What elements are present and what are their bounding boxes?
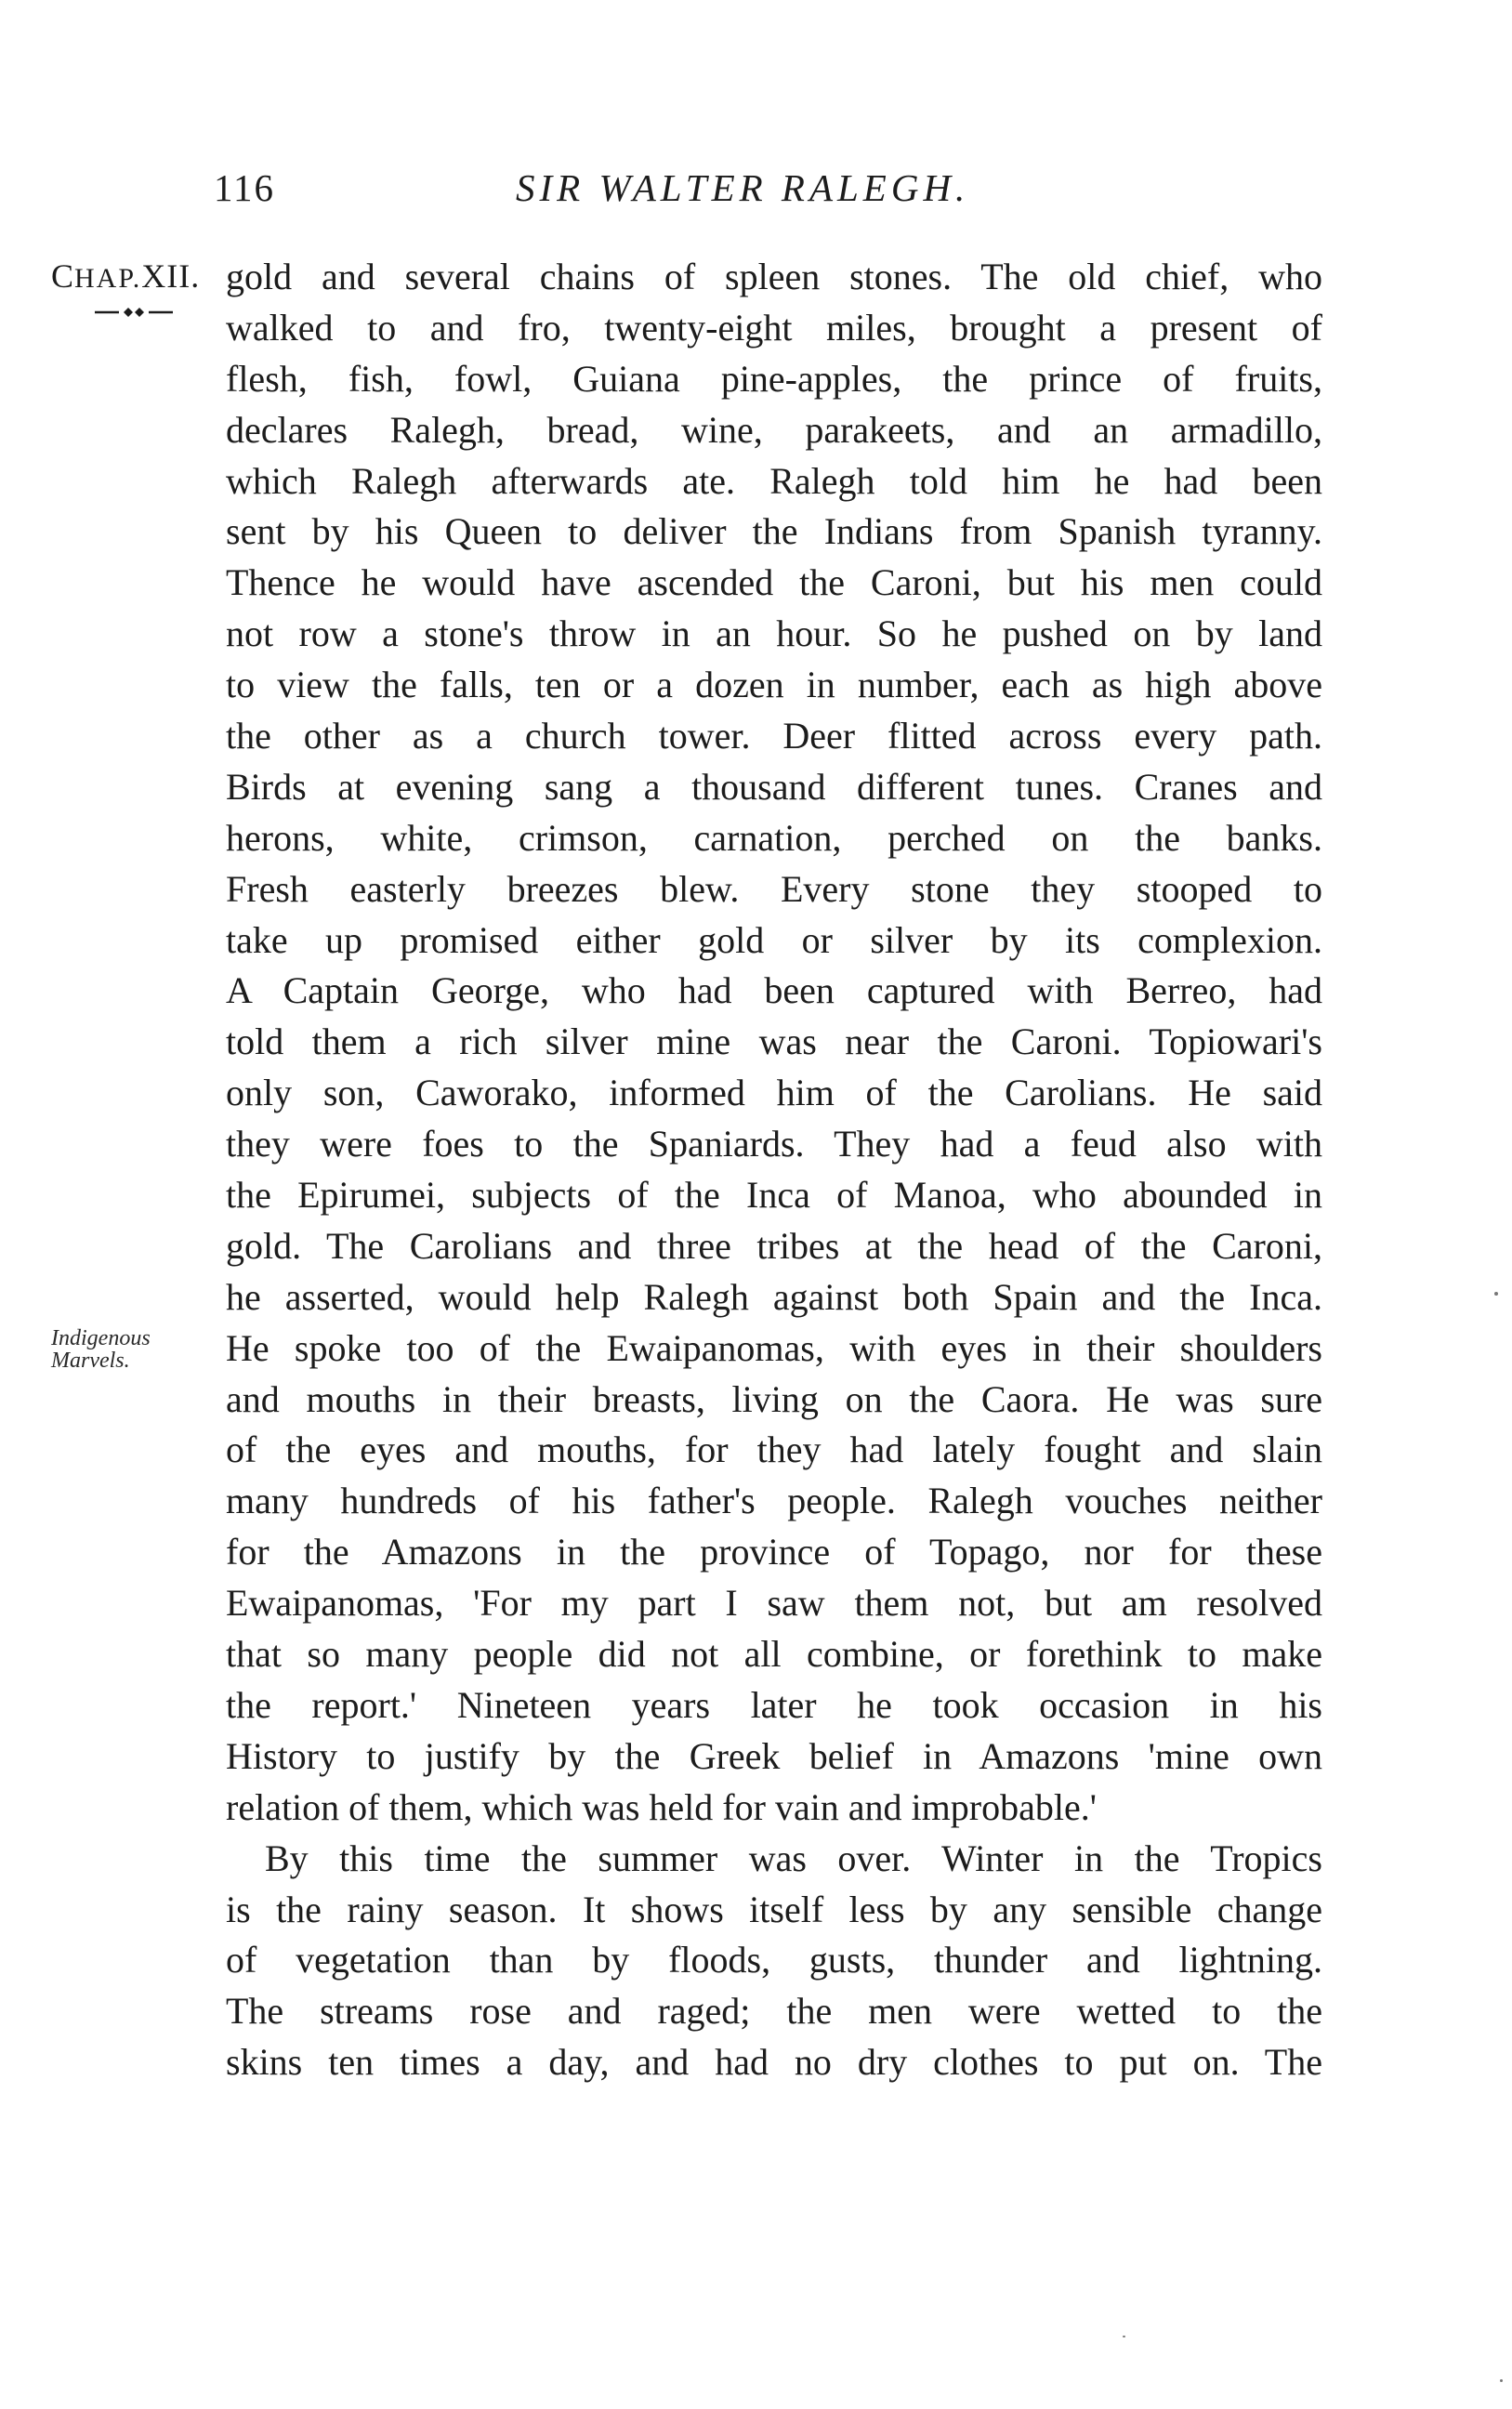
body-text — [226, 252, 1322, 2088]
paper-speck — [1494, 1292, 1498, 1296]
text-line: herons, white, crimson, carnation, perched on the banks. — [226, 816, 1322, 859]
text-line: flesh, fish, fowl, Guiana pine-apples, the prince of fruits, — [226, 357, 1322, 400]
text-line: declares Ralegh, bread, wine, parakeets, and an armadillo, — [226, 408, 1322, 451]
text-line: is the rainy season. It shows itself less by any sensible change — [226, 1888, 1322, 1930]
text-line: not row a stone's throw in an hour. So he pushed on by land — [226, 612, 1322, 655]
text-line: which Ralegh afterwards ate. Ralegh told him he had been — [226, 459, 1322, 502]
text-line: sent by his Queen to deliver the Indians from Spanish tyranny. — [226, 510, 1322, 553]
text-line: of the eyes and mouths, for they had lately fought and slain — [226, 1428, 1322, 1471]
text-line: Birds at evening sang a thousand different tunes. Cranes and — [226, 765, 1322, 808]
text-line: skins ten times a day, and had no dry clothes to put on. The — [226, 2041, 1322, 2084]
margin-note-line: Marvels. — [51, 1349, 130, 1373]
book-title: SIR WALTER RALEGH. — [516, 166, 970, 209]
chapter-label-initial: C — [51, 257, 75, 295]
text-line: for the Amazons in the province of Topago, nor for these — [226, 1531, 1322, 1573]
text-line: take up promised either gold or silver by its complexion. — [226, 918, 1322, 961]
text-line: He spoke too of the Ewaipanomas, with eyes in their shoulders — [226, 1326, 1322, 1369]
paper-speck — [1500, 2379, 1503, 2382]
text-line: the other as a church tower. Deer flitted across every path. — [226, 715, 1322, 757]
text-line: and mouths in their breasts, living on the Caora. He was sure — [226, 1377, 1322, 1420]
text-line: he asserted, would help Ralegh against both Spain and the Inca. — [226, 1275, 1322, 1318]
text-line: the Epirumei, subjects of the Inca of Manoa, who abounded in — [226, 1174, 1322, 1217]
text-line: walked to and fro, twenty-eight miles, brought a present of — [226, 306, 1322, 349]
margin-note — [51, 1327, 200, 1372]
paragraph-first-line: By this time the summer was over. Winter in the Tropics — [265, 1836, 1322, 1879]
text-line: only son, Caworako, informed him of the Carolians. He said — [226, 1072, 1322, 1114]
chapter-label-small-caps: HAP. — [74, 263, 142, 294]
chapter-ornament-icon — [93, 301, 177, 323]
paragraph-last-line: relation of them, which was held for vain and improbable.' — [226, 1785, 1097, 1828]
text-line: A Captain George, who had been captured with Berreo, had — [226, 969, 1322, 1012]
text-line: Ewaipanomas, 'For my part I saw them not, but am resolved — [226, 1582, 1322, 1625]
text-line: of vegetation than by floods, gusts, thunder and lightning. — [226, 1939, 1322, 1981]
paper-speck — [1123, 2336, 1125, 2337]
margin-note-line: Indigenous — [51, 1326, 151, 1350]
text-line: the report.' Nineteen years later he took occasion in his — [226, 1683, 1322, 1726]
chapter-number: XII. — [141, 257, 201, 295]
text-line: that so many people did not all combine, or forethink to make — [226, 1633, 1322, 1676]
text-line: told them a rich silver mine was near the Caroni. Topiowari's — [226, 1020, 1322, 1063]
text-line: The streams rose and raged; the men were wetted to the — [226, 1990, 1322, 2033]
running-head — [214, 160, 1329, 216]
page-number: 116 — [214, 166, 275, 209]
text-line: many hundreds of his father's people. Ralegh vouches neither — [226, 1480, 1322, 1522]
text-line: History to justify by the Greek belief in Amazons 'mine own — [226, 1734, 1322, 1777]
text-line: gold and several chains of spleen stones. The old chief, who — [226, 256, 1322, 297]
text-line: gold. The Carolians and three tribes at the head of the Caroni, — [226, 1224, 1322, 1267]
text-line: to view the falls, ten or a dozen in number, each as high above — [226, 664, 1322, 706]
text-line: they were foes to the Spaniards. They had a feud also with — [226, 1123, 1322, 1165]
text-line: Fresh easterly breezes blew. Every stone they stooped to — [226, 867, 1322, 910]
chapter-sidenote — [51, 257, 200, 297]
text-line: Thence he would have ascended the Caroni, but his men could — [226, 561, 1322, 604]
